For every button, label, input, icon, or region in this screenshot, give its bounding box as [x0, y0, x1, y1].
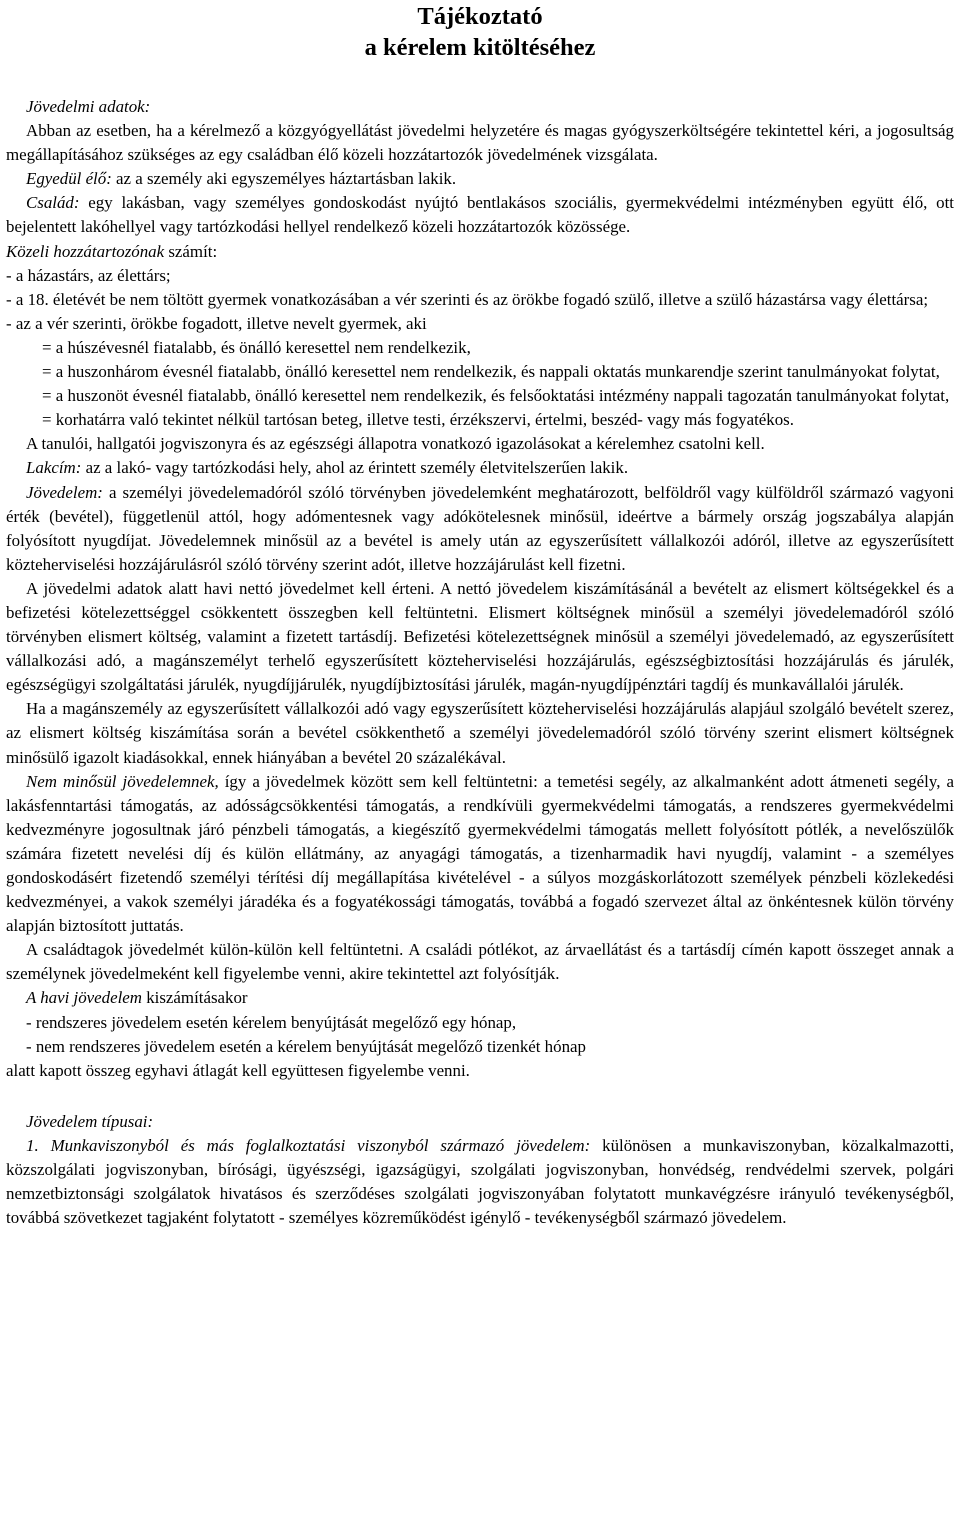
relatives-term: Közeli hozzátartozónak [6, 241, 165, 261]
relatives-item: - a házastárs, az élettárs; [6, 265, 171, 285]
document-body [6, 63, 954, 1230]
simplified-tax-paragraph: Ha a magánszemély az egyszerűsített vállalkozói adó vagy egyszerűsített közteherviselési hozzájárulás alapjául szolgáló bevételt szerez, az elismert költség kiszámítása során a bevétel csökkenthető a személyi jövedelemadóról szóló törvény szerint elismert költségnek minősülő igazolt kiadásokkal, ennek hiányában a bevétel 20 százalékával. [6, 699, 954, 767]
alone-term: Egyedül élő: [26, 169, 112, 189]
income-types-heading: Jövedelem típusai: [26, 1111, 154, 1131]
document-title [6, 0, 954, 63]
intro-paragraph: Abban az esetben, ha a kérelmező a közgyógyellátást jövedelmi helyzetére és magas gyógyszerköltségére tekintettel kéri, a jogosultság megállapításához szükséges az egy családban élő közeli hozzátartozók jövedelmének vizsgálata. [6, 121, 954, 165]
title-line-2: a kérelem kitöltéséhez [364, 34, 596, 61]
income-data-heading: Jövedelmi adatok: [26, 97, 151, 116]
child-condition-item: = korhatárra való tekintet nélkül tartósan beteg, illetve testi, érzékszervi, értelmi, beszéd- vagy más fogyatékos. [42, 410, 794, 430]
monthly-footer: alatt kapott összeg egyhavi átlagát kell együttesen figyelembe venni. [6, 1060, 470, 1080]
not-income-paragraph: Nem minősül jövedelemnek, így a jövedelmek között sem kell feltüntetni: a temetési segély, az alkalmanként adott átmeneti segély, a lakásfenntartási támogatás, az adósságcsökkentési támogatás, a rendkívüli gyermekvédelmi támogatás, a rendszeres gyermekvédelmi kedvezményre jogosultnak járó pénzbeli támogatás, a kiegészítő gyermekvédelmi támogatás mellett folyósított pótlék, a nevelőszülők számára fizetett nevelési díj és külön ellátmány, az anyagági támogatás, a tizenharmadik havi nyugdíj, valamint - a személyes gondoskodásért fizetendő személyi térítési díj megállapítása kivételével - a súlyos mozgáskorlátozott személyek pénzbeli közlekedési kedvezményei, a vakok személyi járadéka és a fogyatékossági támogatás, továbbá a fogadó szervezet által az önkéntesnek külön törvény alapján biztosított juttatás. [6, 771, 954, 936]
residence-term: Lakcím: [26, 458, 82, 478]
title-line-1: Tájékoztató [417, 3, 543, 30]
child-condition-item: = a húszévesnél fiatalabb, és önálló keresettel nem rendelkezik, [42, 337, 471, 357]
not-income-term: Nem minősül jövedelemnek, [26, 771, 219, 791]
residence-definition: Lakcím: az a lakó- vagy tartózkodási hely, ahol az érintett személy életvitelszerűen lakik. [26, 458, 629, 478]
relatives-item: - az a vér szerinti, örökbe fogadott, illetve nevelt gyermek, aki [6, 313, 427, 333]
monthly-item: - nem rendszeres jövedelem esetén a kérelem benyújtását megelőző tizenkét hónap [26, 1036, 586, 1056]
child-condition-item: = a huszonöt évesnél fiatalabb, önálló keresettel nem rendelkezik, és felsőoktatási intézmény nappali tagozatán tanulmányokat folytat, [42, 386, 950, 406]
monthly-item: - rendszeres jövedelem esetén kérelem benyújtását megelőző egy hónap, [26, 1012, 517, 1032]
family-members-paragraph: A családtagok jövedelmét külön-külön kell feltüntetni. A családi pótlékot, az árvaellátást és a tartásdíj címén kapott összeget annak a személynek jövedelmeként kell figyelembe venni, akire tekintettel azt folyósítják. [6, 940, 954, 984]
family-term: Család: [26, 193, 80, 213]
alone-definition: Egyedül élő: az a személy aki egyszemélyes háztartásban lakik. [26, 169, 457, 189]
attachments-note: A tanulói, hallgatói jogviszonyra és az egészségi állapotra vonatkozó igazolásokat a kérelemhez csatolni kell. [26, 434, 765, 454]
income-type-item-1: 1. Munkaviszonyból és más foglalkoztatási viszonyból származó jövedelem: különösen a munkaviszonyban, közalkalmazotti, közszolgálati jogviszonyban, bírósági, ügyészségi, igazságügyi, szolgálati jogviszonyban, honvédség, rendvédelmi szervek, polgári nemzetbiztonsági szolgálatok hivatásos és szerződéses szolgálati jogviszonyában folytatott munkavégzésre irányuló tevékenységből, továbbá szövetkezet tagjaként folytatott - személyes közreműködést igénylő - tevékenységből származó jövedelem. [6, 1135, 954, 1228]
family-definition: Család: egy lakásban, vagy személyes gondoskodást nyújtó bentlakásos szociális, gyermekvédelmi intézményben együtt élő, ott bejelentett lakóhellyel vagy tartózkodási hellyel rendelkező közeli hozzátartozók közössége. [6, 193, 954, 237]
monthly-income-paragraph: A havi jövedelem kiszámításakor [26, 988, 248, 1008]
income-definition: Jövedelem: a személyi jövedelemadóról szóló törvényben jövedelemként meghatározott, belföldről vagy külföldről származó vagyoni érték (bevétel), függetlenül attól, hogy adómentesnek vagy adókötelesnek minősül, ideértve a bármely ország jogszabálya alapján folyósított nyugdíjat. Jövedelemnek minősül az a bevétel is amely után az egyszerűsített vállalkozói adóról, illetve az egyszerűsített közteherviselési hozzájárulásról szóló törvény szerint adót, illetve hozzájárulást kell fizetni. [6, 482, 954, 574]
child-condition-item: = a huszonhárom évesnél fiatalabb, önálló keresettel nem rendelkezik, és nappali oktatás munkarendje szerint tanulmányokat folytat, [42, 362, 940, 382]
relatives-definition: Közeli hozzátartozónak számít: [6, 241, 218, 261]
income-term: Jövedelem: [26, 482, 103, 502]
relatives-item: - a 18. életévét be nem töltött gyermek vonatkozásában a vér szerinti és az örökbe fogadó szülő, illetve a szülő házastársa vagy élettársa; [6, 289, 929, 309]
income-type-1-term: 1. Munkaviszonyból és más foglalkoztatási viszonyból származó jövedelem: [26, 1135, 591, 1155]
net-income-paragraph: A jövedelmi adatok alatt havi nettó jövedelmet kell érteni. A nettó jövedelem kiszámításánál a bevételt az elismert költségekkel és a befizetési kötelezettséggel csökkentett összegben kell feltüntetni. Elismert költségnek minősül a személyi jövedelemadóról szóló törvényben elismert költség, valamint a fizetett tartásdíj. Befizetési kötelezettségnek minősül a személyi jövedelemadó, az egyszerűsített vállalkozási adó, a magánszemélyt terhelő egyszerűsített közteherviselési hozzájárulás, egészségbiztosítási hozzájárulás és járulék, egészségügyi szolgáltatási járulék, nyugdíjjárulék, nyugdíjbiztosítási járulék, magán-nyugdíjpénztári tagdíj és munkavállalói járulék. [6, 578, 954, 695]
monthly-term: A havi jövedelem [26, 988, 142, 1008]
